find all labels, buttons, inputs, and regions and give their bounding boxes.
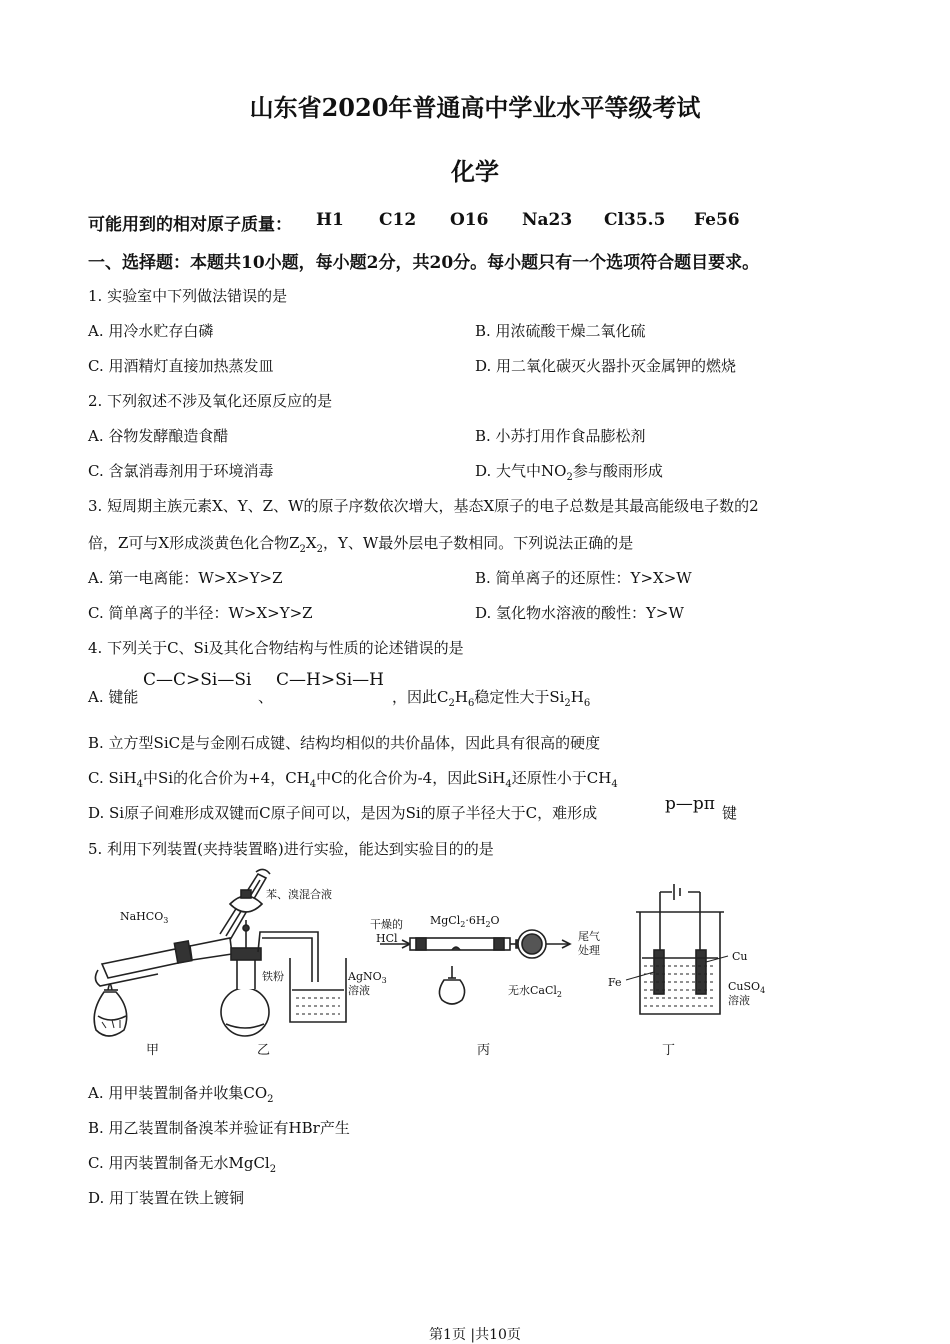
q2-option-d: D. 大气中$NO_2$参与酸雨形成: [475, 462, 663, 483]
atomic-mass-cl: Cl35.5: [604, 210, 666, 230]
label-agno3: AgNO$_3$: [348, 970, 387, 985]
label-treatment: 处理: [578, 944, 600, 957]
atomic-mass-c: C12: [379, 210, 417, 230]
q3-option-b: B. 简单离子的还原性：Y>X>W: [475, 569, 692, 587]
q5-option-a: A. 用甲装置制备并收集$CO_2$: [88, 1084, 274, 1105]
section-heading: 一、选择题：本题共10小题，每小题2分，共20分。每小题只有一个选项符合题目要求。: [88, 253, 760, 273]
subject-title: 化学: [451, 157, 499, 186]
q1-option-d: D. 用二氧化碳灭火器扑灭金属钾的燃烧: [475, 357, 737, 375]
q4-option-a-tail: ，因此$C_2H_6$稳定性大于$Si_2H_6$: [392, 688, 591, 709]
q3-stem-line2: 倍，Z可与X形成淡黄色化合物$Z_2X_2$，Y、W最外层电子数相同。下列说法正确的是: [88, 534, 634, 555]
label-mgcl2-hydrate: $MgCl_2\cdot 6H_2O$: [430, 914, 500, 929]
exam-title: 山东省2020年普通高中学业水平等级考试: [249, 93, 701, 122]
q4-formula-ppi: p—pπ: [665, 794, 715, 814]
atomic-mass-o: O16: [450, 210, 489, 230]
q1-stem: 1. 实验室中下列做法错误的是: [88, 287, 288, 305]
q4-option-d-tail: 键: [722, 804, 738, 822]
label-cu: Cu: [732, 950, 748, 963]
q4-option-b: B. 立方型SiC是与金刚石成键、结构均相似的共价晶体，因此具有很高的硬度: [88, 734, 601, 752]
apparatus-figure: [80, 862, 780, 1058]
q2-option-a: A. 谷物发酵酿造食醋: [88, 427, 229, 445]
q2-option-b: B. 小苏打用作食品膨松剂: [475, 427, 646, 445]
label-cuso4-solution: 溶液: [728, 994, 750, 1007]
atomic-mass-label: 可能用到的相对原子质量：: [88, 215, 292, 235]
q5-option-d: D. 用丁装置在铁上镀铜: [88, 1189, 245, 1207]
page-footer: 第1页 |共10页: [429, 1327, 521, 1343]
q4-option-d: D. Si原子间难形成双键而C原子间可以，是因为Si的原子半径大于C，难形成: [88, 804, 598, 822]
label-dry: 干燥的: [370, 918, 403, 931]
label-anhydrous-cacl2: 无水CaCl$_2$: [508, 984, 563, 999]
q4-separator: 、: [258, 688, 274, 706]
caption-yi: 乙: [257, 1043, 271, 1058]
atomic-mass-na: Na23: [522, 210, 573, 230]
label-tail-gas: 尾气: [578, 930, 600, 943]
apparatus-ding: [626, 884, 728, 1014]
q3-stem-line1: 3. 短周期主族元素X、Y、Z、W的原子序数依次增大，基态X原子的电子总数是其最高能级电子数的2: [88, 497, 759, 515]
label-hcl: HCl: [376, 932, 398, 945]
q1-option-c: C. 用酒精灯直接加热蒸发皿: [88, 357, 274, 375]
q5-stem: 5. 利用下列装置(夹持装置略)进行实验，能达到实验目的的是: [88, 840, 494, 858]
q1-option-b: B. 用浓硫酸干燥二氧化硫: [475, 322, 646, 340]
q3-option-c: C. 简单离子的半径：W>X>Y>Z: [88, 604, 313, 622]
q1-option-a: A. 用冷水贮存白磷: [88, 322, 214, 340]
q2-stem: 2. 下列叙述不涉及氧化还原反应的是: [88, 392, 333, 410]
label-nahco3: NaHCO$_3$: [120, 910, 169, 925]
q2-option-c: C. 含氯消毒剂用于环境消毒: [88, 462, 274, 480]
caption-jia: 甲: [146, 1043, 160, 1058]
q3-option-a: A. 第一电离能：W>X>Y>Z: [88, 569, 283, 587]
caption-bing: 丙: [477, 1043, 491, 1058]
label-cuso4: CuSO$_4$: [728, 980, 766, 995]
atomic-mass-fe: Fe56: [694, 210, 740, 230]
q4-option-a-label: A. 键能: [88, 688, 139, 706]
q4-option-c: C. SiH$_4$中Si的化合价为+4，$CH_4$中C的化合价为-4，因此SiH$_4$还原性小于$CH_4$: [88, 769, 618, 790]
q4-stem: 4. 下列关于C、Si及其化合物结构与性质的论述错误的是: [88, 639, 464, 657]
label-iron-powder: 铁粉: [262, 970, 284, 983]
label-agno3-solution: 溶液: [348, 984, 370, 997]
label-benzene-bromine: 苯、溴混合液: [266, 888, 332, 901]
q4-formula-ch-sih: C—H>Si—H: [276, 670, 384, 690]
label-fe: Fe: [608, 976, 622, 989]
q5-option-c: C. 用丙装置制备无水MgCl$_2$: [88, 1154, 277, 1175]
caption-ding: 丁: [662, 1043, 676, 1058]
q4-formula-cc-sisi: C—C>Si—Si: [143, 670, 252, 690]
q3-option-d: D. 氢化物水溶液的酸性：Y>W: [475, 604, 684, 622]
atomic-mass-h: H1: [316, 210, 344, 230]
q5-option-b: B. 用乙装置制备溴苯并验证有HBr产生: [88, 1119, 350, 1137]
